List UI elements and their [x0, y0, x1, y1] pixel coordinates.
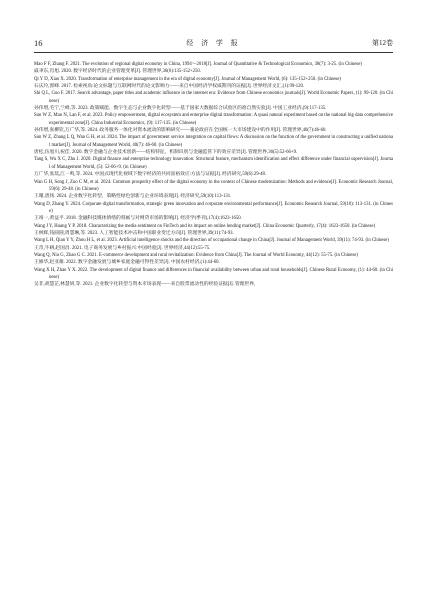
- reference-list: [34, 61, 393, 289]
- reference-entry: 王修华,赵亚雄. 2022. 数字金融发展与城乡家庭金融可得性差异[J]. 中国农村经济,(1):44-60.: [34, 260, 220, 266]
- page-number: 16: [34, 38, 43, 48]
- reference-entry: 王奇,牛耕,赵国昌. 2021. 电子商务发展与乡村振兴:中国经验[J]. 世界经济,44(12):55-75.: [34, 245, 211, 251]
- volume-label: 第12卷: [372, 39, 393, 47]
- reference-entry: Mao F F, Zhang F. 2021. The evolution of regional digital economy in China, 1994～2018[J]. Journal of Quantitative & Technological Economics, 38(7): 3-25. (in Chinese): [34, 62, 362, 67]
- reference-entry: Sun W Z, Mao N, Lan F, et al. 2023. Policy empowerment, digital ecosystem and enterprise digital transformation: A quasi natural experiment based on the national big data comprehensive experimental zone[J]. China Industrial Economics, (9): 117-135. (in Chinese): [34, 113, 393, 126]
- reference-entry: Qi Y D, Xiao X. 2020. Transformation of enterprise management in the era of digital economy[J]. Journal of Management World, (6): 135-152+250. (in Chinese): [34, 76, 341, 82]
- reference-entry: 王靖一,黄益平. 2018. 金融科技媒体情绪的刻画与对网贷市场的影响[J]. 经济学(季刊),17(4):1623-1650.: [34, 216, 242, 222]
- reference-entry: 王珊,唐扬. 2024. 企业数字化转型、策略性绿色创新与企业环境表现[J]. 经济研究,59(10):113-131.: [34, 194, 232, 200]
- reference-entry: Sun W Z, Zhang L Q, Wan G H, et al. 2024. The impact of government service integration on capital flows: A discussion on the function of the government in constructing a unified national market[J]. Journal of Management World, 40(7): 46-60. (in Chinese): [34, 135, 393, 148]
- reference-entry: 戚聿东,肖旭. 2020. 数字经济时代的企业管理变革[J]. 管理世界,36(6):135-152+250.: [34, 69, 201, 75]
- reference-entry: 吴非,胡慧芷,林慧妍,等. 2021. 企业数字化转型与资本市场表现——来自股票流动性的经验证据[J]. 管理世界,: [34, 282, 256, 288]
- reference-entry: 孙伟增,张柳钦,万广华,等. 2024. 政务服务一体化对资本流动的影响研究——兼论政府在全国统一大市场建设中的作用[J]. 管理世界,40(7):46-60.: [34, 128, 327, 134]
- running-header: [34, 38, 393, 50]
- reference-entry: Wan G H, Song J, Zuo C M, et al. 2024. Common prosperity effect of the digital economy in the context of Chinese modernization: Methods and evidence[J]. Economic Research Journal, 59(6): 29-48. (in Chinese): [34, 179, 393, 192]
- reference-entry: 石庆玲,郭峰. 2017. 检索视角:论文标题与互联网时代的论文影响力——来自中国经济学权威期刊的证据[J]. 世界经济文汇,(1):99-120.: [34, 84, 305, 90]
- reference-entry: 孙伟增,毛宁,兰峰,等. 2023. 政策赋能、数字生态与企业数字化转型——基于国家大数据综合试验区的准自然实验[J]. 中国工业经济,(9):117-135.: [34, 106, 327, 112]
- journal-title: 经 济 学 报: [186, 39, 241, 47]
- reference-entry: 唐松,伍旭川,祝佳. 2020. 数字金融与企业技术创新——结构特征、机制识别与金融监管下的效应差异[J]. 管理世界,36(5):52-66+9.: [34, 150, 298, 156]
- reference-entry: 王林辉,钱圆圆,周慧琳,等. 2023. 人工智能技术冲击和中国职业变迁方向[J]. 管理世界,39(11):74-93.: [34, 230, 234, 236]
- reference-entry: 万广华,张琰,江一鸣,等. 2024. 中国式现代化视域下数字经济的共同富裕效应:方法与证据[J]. 经济研究,59(6):29-48.: [34, 172, 267, 178]
- reference-entry: Wang D, Zhang Y. 2024. Corporate digital transformation, strategic green innovation and corporate environmental performance[J]. Economic Research Journal, 59(10): 113-131. (in Chinese): [34, 201, 393, 214]
- reference-entry: Wang X H, Zhao Y X. 2022. The development of digital finance and differences in financial availability between urban and rural households[J]. Chinese Rural Economy, (1): 44-60. (in Chinese): [34, 267, 393, 280]
- reference-entry: Wang J Y, Huang Y P. 2018. Characterizing the media sentiment on FinTech and its impact on online lending market[J]. China Economic Quarterly, 17(4): 1623-1650. (in Chinese): [34, 223, 376, 229]
- reference-entry: Wang L H, Qian Y Y, Zhou H L, et al. 2023. Artificial intelligence shocks and the direction of occupational change in China[J]. Journal of Management World, 39(11): 74-93. (in Chinese): [34, 238, 389, 244]
- reference-entry: Tang S, Wu X C, Zhu J. 2020. Digital finance and enterprise technology innovation: Structural feature, mechanism identification and effect difference under financial supervision[J]. Journal of Management World, (5): 52-66+9. (in Chinese): [34, 157, 393, 170]
- reference-entry: Wang Q, Niu G, Zhao G C. 2021. E-commerce development and rural revitalization: Evidence from China[J]. The Journal of World Economy, 44(12): 55-75. (in Chinese): [34, 252, 358, 258]
- reference-entry: Shi Q L, Guo F. 2017. Search advantage, paper titles and academic influence in the internet era: Evidence from Chinese economics journals[J]. World Economic Papers, (1): 99-120. (in Chinese): [34, 91, 393, 104]
- header-rule: [34, 52, 393, 53]
